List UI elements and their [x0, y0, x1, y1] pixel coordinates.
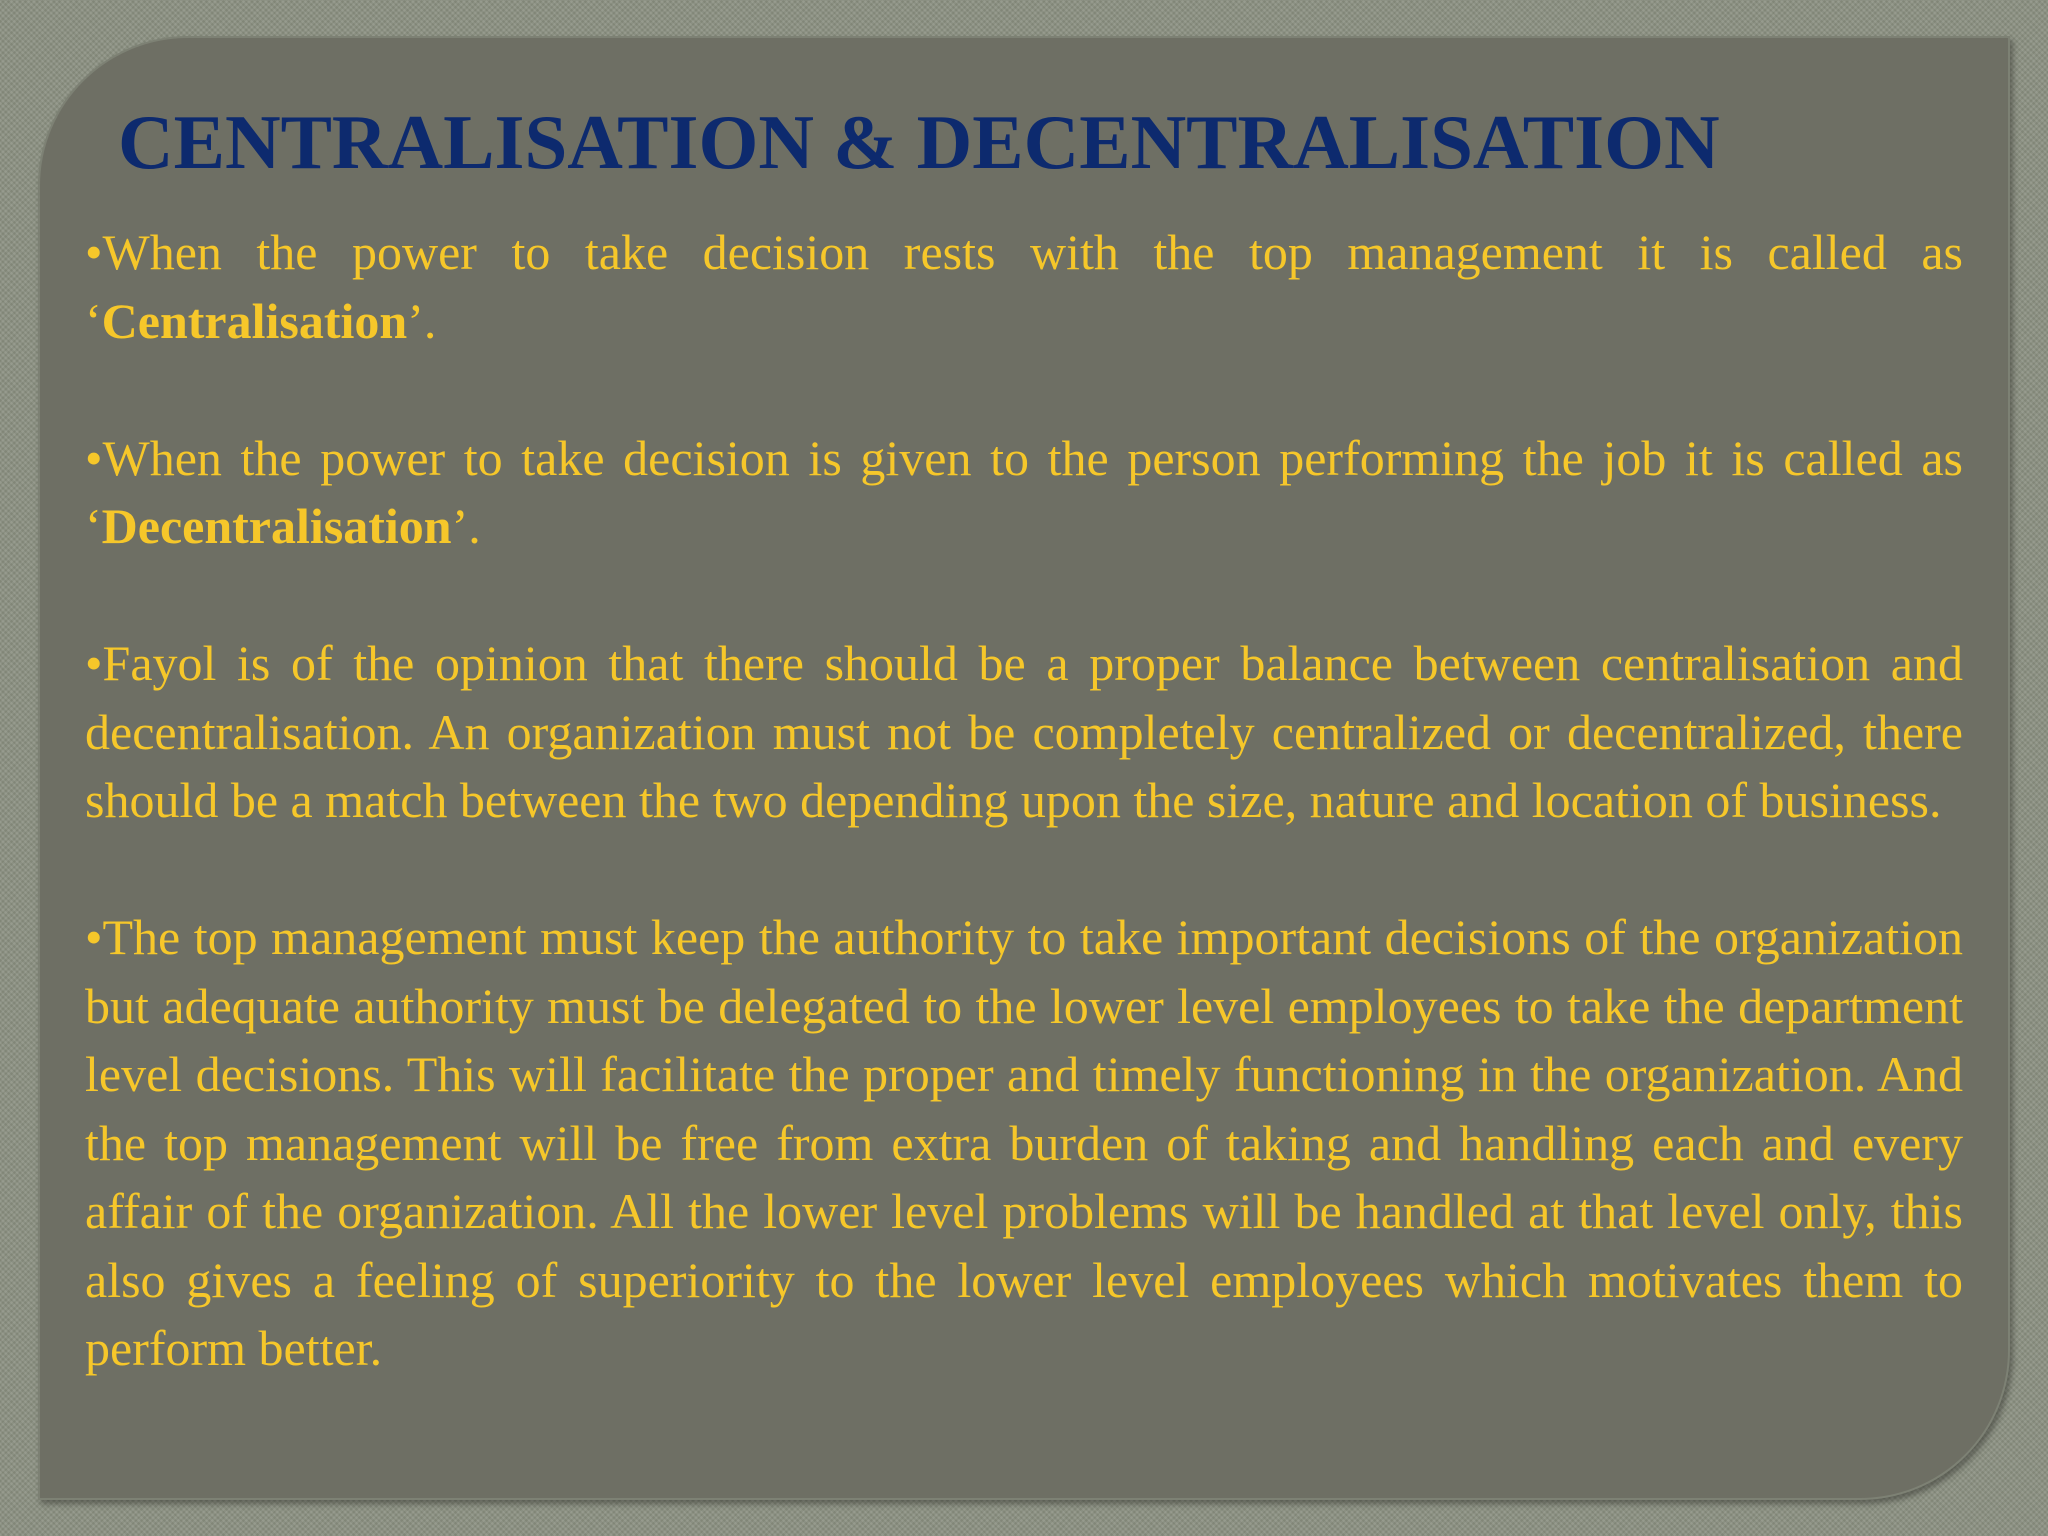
bullet-fayol-balance: •Fayol is of the opinion that there should be a proper balance between centralisation and decentralisation. An organization must not be completely centralized or decentralized, there should be a match between the two depending upon the size, nature and location of business. — [85, 635, 1963, 828]
bullet-centralisation — [85, 218, 1963, 355]
slide-body — [85, 218, 1963, 1383]
term-centralisation: Centralisation — [101, 292, 408, 349]
term-decentralisation: Decentralisation — [101, 498, 452, 554]
slide-title: CENTRALISATION & DECENTRALISATION — [118, 99, 1720, 185]
bullet-decentralisation — [85, 424, 1963, 561]
bullet-text-end: ’. — [451, 498, 481, 554]
bullet-text-end: ’. — [407, 292, 437, 349]
bullet-top-management-authority: •The top management must keep the authority to take important decisions of the organization but adequate authority must be delegated to the lower level employees to take the department level decisions. This will facilitate the proper and timely functioning in the organization. And the top management will be free from extra burden of taking and handling each and every affair of the organization. All the lower level problems will be handled at that level only, this also gives a feeling of superiority to the lower level employees which motivates them to perform better. — [85, 909, 1963, 1376]
bullet-text: •When the power to take decision rests with the top management it is called as ‘ — [85, 224, 1963, 349]
bullet-text: •When the power to take decision is given to the person performing the job it is called as ‘ — [85, 429, 1963, 554]
